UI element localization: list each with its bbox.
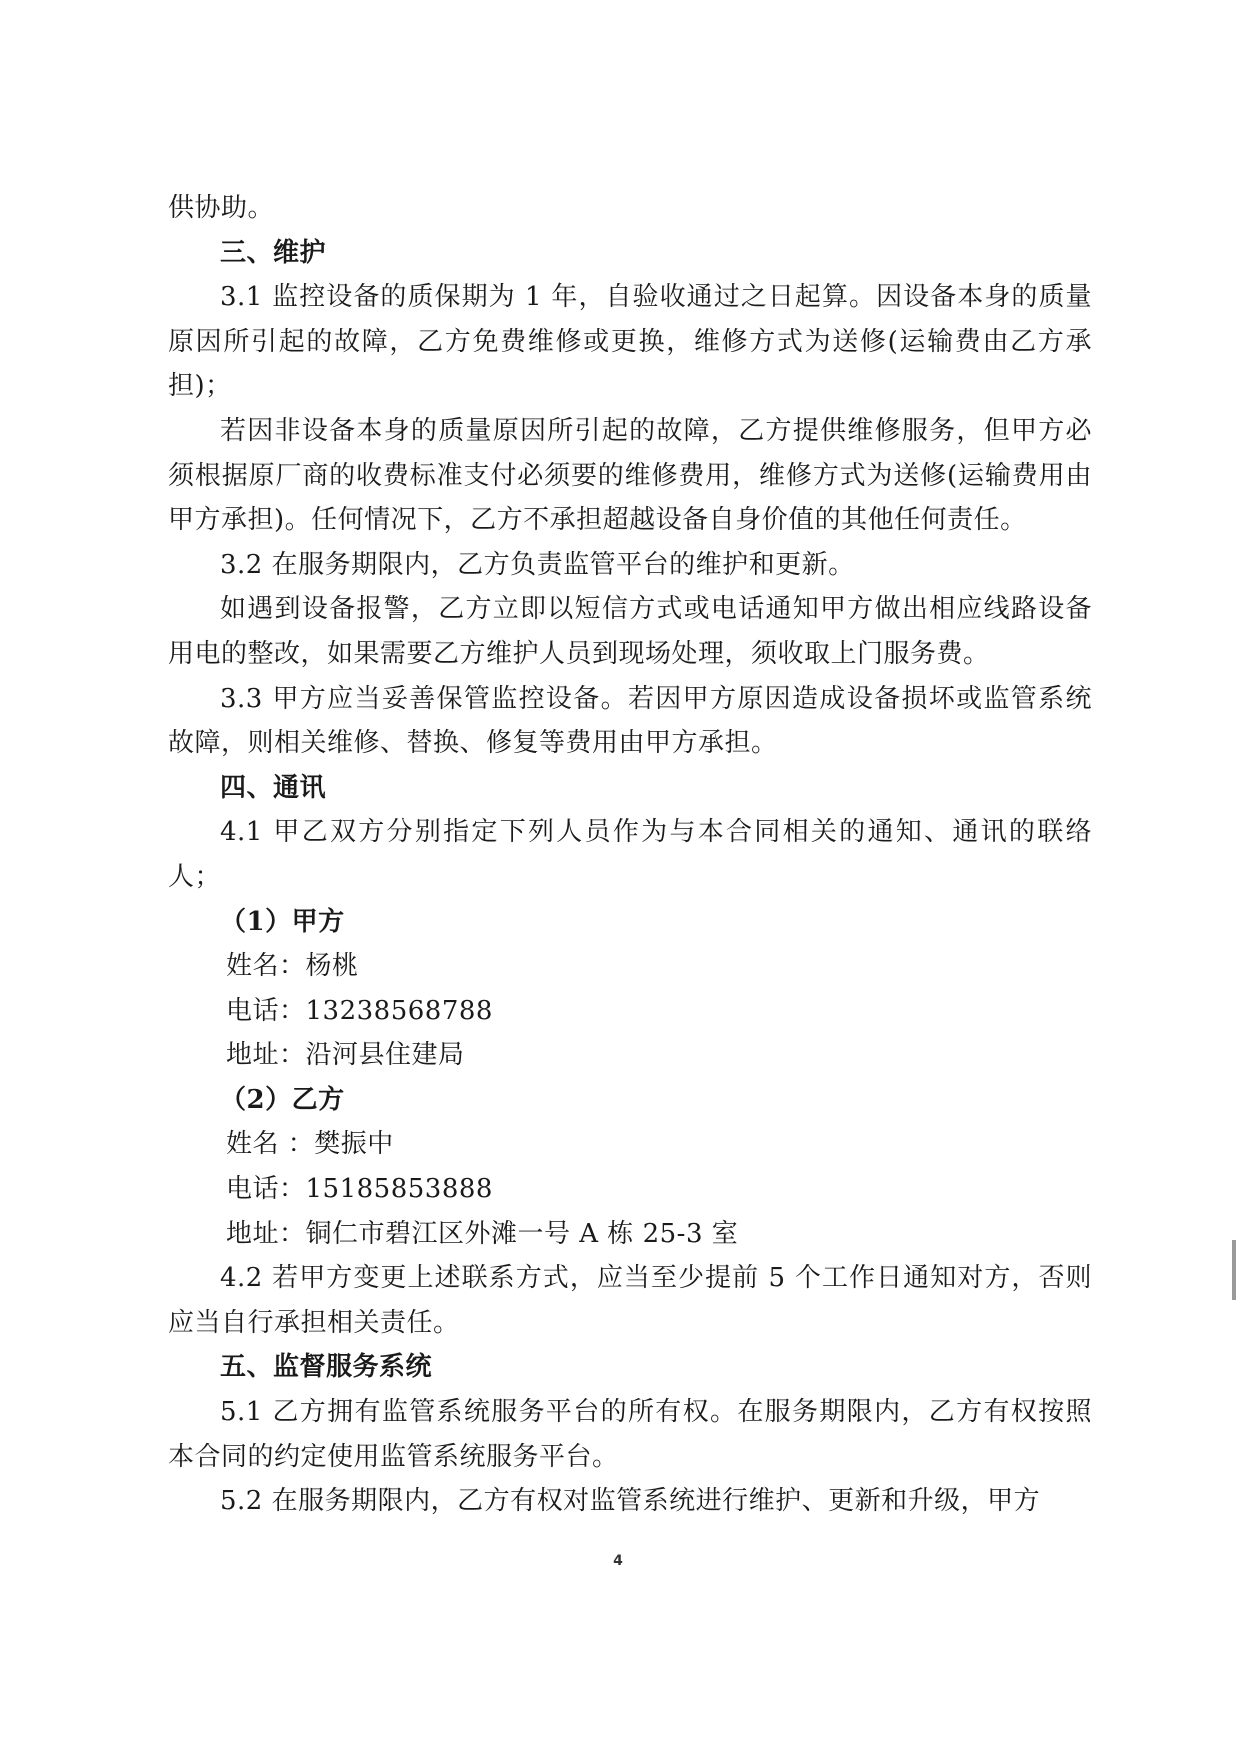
scan-edge-mark <box>1232 1240 1236 1300</box>
section-heading-communication: 四、通讯 <box>220 772 327 803</box>
clause-3-1-non-quality: 若因非设备本身的质量原因所引起的故障，乙方提供维修服务，但甲方必须根据原厂商的收费标准支付必须要的维修费用，维修方式为送修(运输费用由甲方承担)。任何情况下，乙方不承担超越设备自身价值的其他任何责任。 <box>168 415 1092 536</box>
party-b-heading: （2）乙方 <box>220 1084 345 1115</box>
party-a-phone: 电话：13238568788 <box>226 995 493 1026</box>
party-b-address: 地址：铜仁市碧江区外滩一号 A 栋 25-3 室 <box>226 1218 739 1249</box>
party-a-name: 姓名：杨桃 <box>226 951 359 982</box>
clause-3-3: 3.3 甲方应当妥善保管监控设备。若因甲方原因造成设备损坏或监管系统故障，则相关维修、替换、修复等费用由甲方承担。 <box>168 683 1092 759</box>
clause-5-1: 5.1 乙方拥有监管系统服务平台的所有权。在服务期限内，乙方有权按照本合同的约定使用监管系统服务平台。 <box>168 1397 1092 1472</box>
party-b-name: 姓名 ：樊振中 <box>226 1129 394 1160</box>
clause-4-2: 4.2 若甲方变更上述联系方式，应当至少提前 5 个工作日通知对方，否则应当自行承担相关责任。 <box>168 1263 1092 1338</box>
clause-3-1: 3.1 监控设备的质保期为 1 年，自验收通过之日起算。因设备本身的质量原因所引起的故障，乙方免费维修或更换，维修方式为送修(运输费由乙方承担)； <box>168 282 1092 402</box>
clause-4-1: 4.1 甲乙双方分别指定下列人员作为与本合同相关的通知、通讯的联络人； <box>168 817 1092 892</box>
clause-3-2: 3.2 在服务期限内，乙方负责监管平台的维护和更新。 <box>220 549 855 580</box>
clause-5-2: 5.2 在服务期限内，乙方有权对监管系统进行维护、更新和升级，甲方 <box>220 1486 1041 1517</box>
paragraph-continuation: 供协助。 <box>168 193 275 223</box>
page-number: 4 <box>613 1553 623 1569</box>
clause-3-2-alarm: 如遇到设备报警，乙方立即以短信方式或电话通知甲方做出相应线路设备用电的整改，如果需要乙方维护人员到现场处理，须收取上门服务费。 <box>168 594 1092 669</box>
section-heading-supervision-system: 五、监督服务系统 <box>220 1352 433 1383</box>
party-a-address: 地址：沿河县住建局 <box>226 1040 465 1071</box>
party-a-heading: （1）甲方 <box>220 906 345 937</box>
document-body <box>168 186 1092 1524</box>
section-heading-maintenance: 三、维护 <box>220 237 327 268</box>
party-b-phone: 电话：15185853888 <box>226 1174 493 1205</box>
